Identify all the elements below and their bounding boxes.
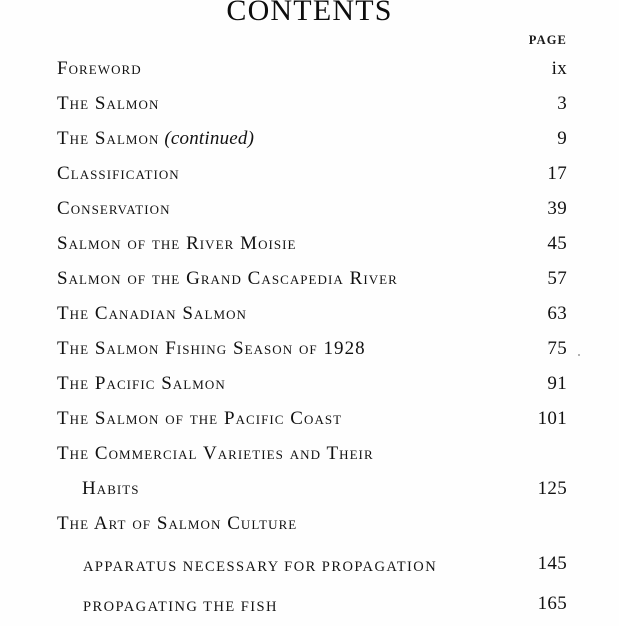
toc-entry[interactable] xyxy=(0,231,619,266)
toc-subentry-title: APPARATUS NECESSARY FOR PROPAGATION xyxy=(83,559,438,575)
toc-entry-page: 3 xyxy=(557,93,567,114)
toc-entry-page: 63 xyxy=(547,303,567,324)
page-column-header: PAGE xyxy=(528,33,567,47)
toc-entry-page: 39 xyxy=(547,198,567,219)
toc-entry-title: The Salmon of the Pacific Coast xyxy=(57,408,343,429)
toc-entry[interactable] xyxy=(0,196,619,231)
toc-entry-list xyxy=(0,56,619,626)
toc-entry-page: 75 xyxy=(547,338,567,359)
toc-entry-page: 101 xyxy=(537,408,567,429)
toc-entry-title-suffix: (continued) xyxy=(159,128,255,149)
toc-entry-title: The Art of Salmon Culture xyxy=(57,513,298,534)
toc-entry-page: 45 xyxy=(547,233,567,254)
toc-entry[interactable] xyxy=(0,161,619,196)
toc-entry-title: Salmon of the Grand Cascapedia River xyxy=(57,268,398,289)
toc-entry-title-continuation: Habits xyxy=(82,478,140,499)
toc-entry-title: The Salmon xyxy=(57,93,160,114)
toc-entry-title: Salmon of the River Moisie xyxy=(57,233,297,254)
toc-subentry-page: 145 xyxy=(537,553,567,574)
toc-entry[interactable] xyxy=(0,406,619,441)
toc-entry[interactable] xyxy=(0,371,619,406)
toc-entry-page: 125 xyxy=(537,478,567,499)
toc-entry[interactable] xyxy=(0,126,619,161)
toc-entry[interactable] xyxy=(0,336,619,371)
toc-subentry-title: PROPAGATING THE FISH xyxy=(83,599,278,615)
paper-speck xyxy=(578,354,580,356)
toc-entry-page: 57 xyxy=(547,268,567,289)
page-title: CONTENTS xyxy=(226,0,393,27)
toc-entry[interactable] xyxy=(0,266,619,301)
toc-entry-title: The Commercial Varieties and Their xyxy=(57,443,374,464)
toc-entry-title-text: The Salmon xyxy=(57,128,160,149)
toc-entry-title: The Salmon Fishing Season of 1928 xyxy=(57,338,366,359)
toc-subentry-page: 165 xyxy=(537,593,567,614)
toc-entry[interactable] xyxy=(0,441,619,476)
toc-entry-title: Foreword xyxy=(57,58,142,79)
toc-entry[interactable] xyxy=(0,91,619,126)
toc-entry-page: 91 xyxy=(547,373,567,394)
toc-section-heading[interactable] xyxy=(0,511,619,546)
toc-subentry[interactable] xyxy=(0,586,619,626)
toc-entry-title: The Pacific Salmon xyxy=(57,373,226,394)
toc-subentry[interactable] xyxy=(0,546,619,586)
toc-entry[interactable] xyxy=(0,301,619,336)
toc-entry-page: ix xyxy=(551,58,567,79)
toc-entry-title: The Canadian Salmon xyxy=(57,303,247,324)
toc-entry-page: 9 xyxy=(557,128,567,149)
toc-entry-page: 17 xyxy=(547,163,567,184)
toc-entry-title: Classification xyxy=(57,163,180,184)
toc-entry-title xyxy=(57,126,254,152)
toc-entry[interactable] xyxy=(0,56,619,91)
toc-entry-title: Conservation xyxy=(57,198,171,219)
toc-entry-wrapped-line[interactable] xyxy=(0,476,619,511)
